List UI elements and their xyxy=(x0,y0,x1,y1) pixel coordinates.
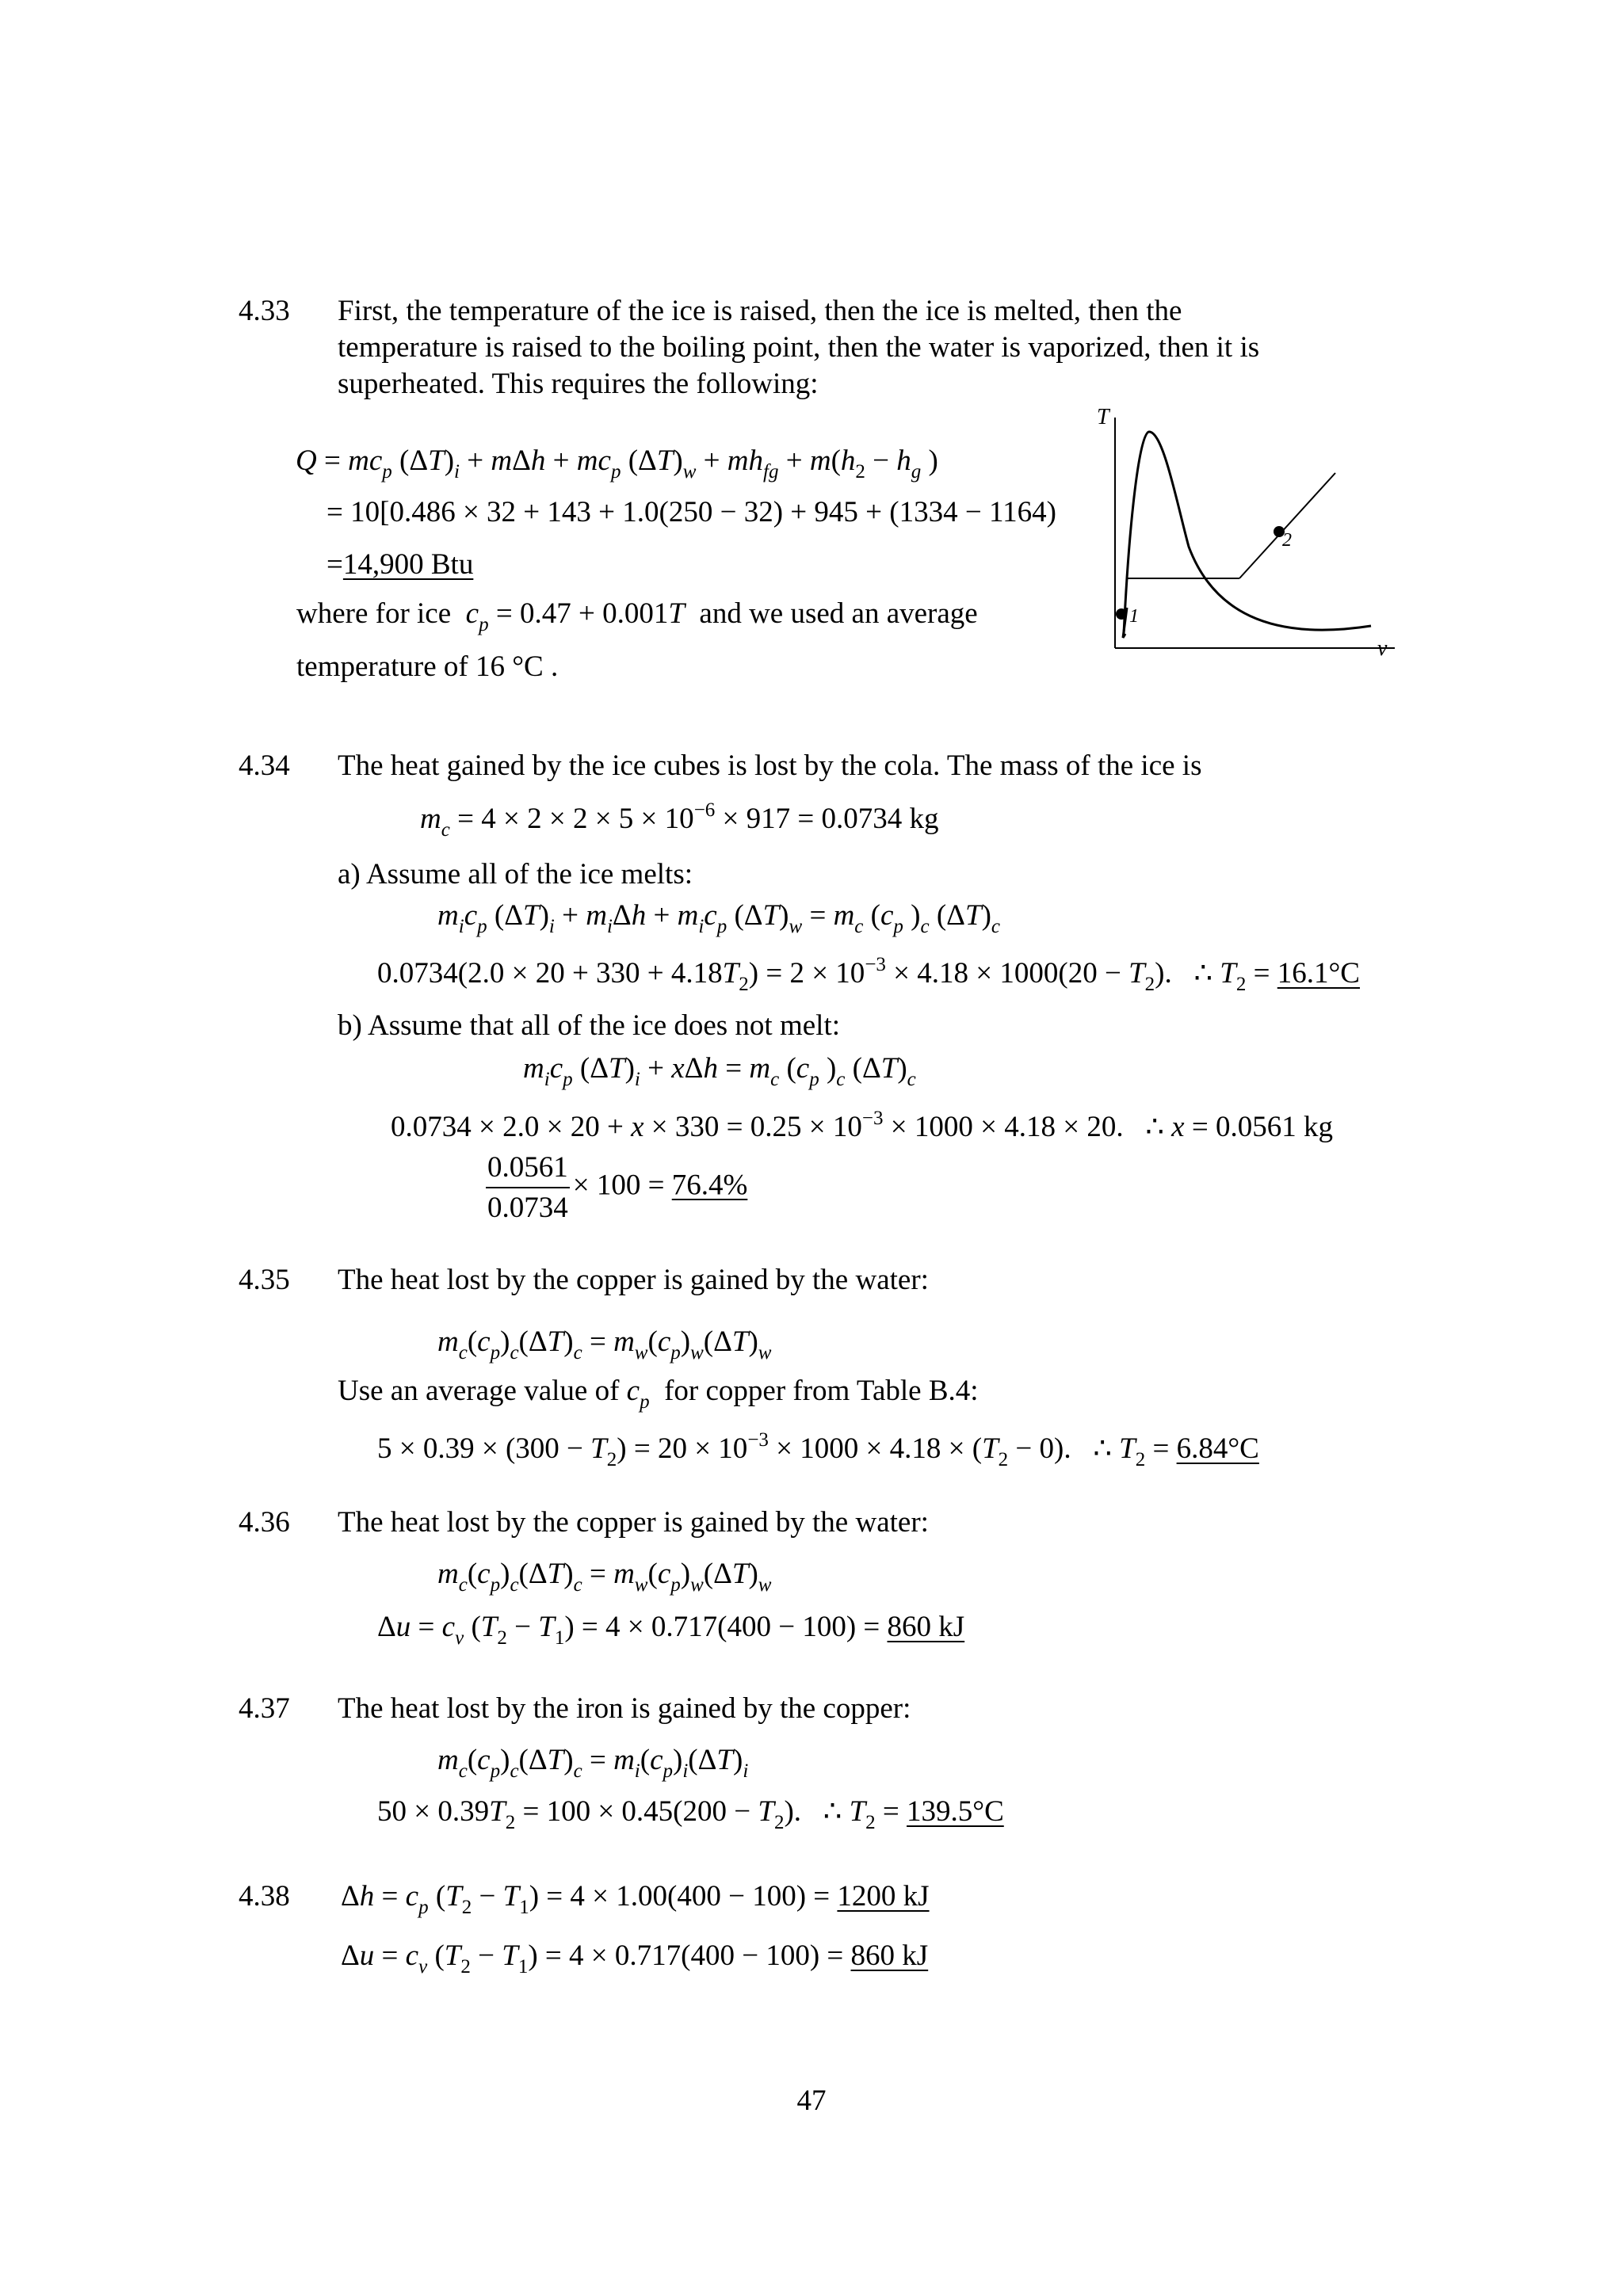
problem-4-36-text: The heat lost by the copper is gained by the water: xyxy=(338,1506,929,1539)
cp-ice-note: where for ice $c_p = 0.47 + 0.001T$ and we used an average xyxy=(296,597,978,635)
problem-number-4-33: 4.33 xyxy=(239,295,290,327)
part-a-energy-balance: $m_ic_p$ $(\Delta T)_i + m_i\Delta h + m_ic_p$ $(\Delta T)_w = m_c$ ($c_p$ )$_c$ $(\Delta T)_c$ xyxy=(437,899,1000,937)
percentage-result: 76.4% xyxy=(671,1169,748,1202)
result-heat-btu: 14,900 Btu xyxy=(342,548,474,581)
percentage-melted: $\frac{0.0561}{0.0734}$ × 100 = 76.4% xyxy=(487,1151,748,1224)
problem-4-35-energy-balance: $m_c(c_p)_c(\Delta T)_c = m_w(c_p)_w(\Delta T)_w$ xyxy=(437,1325,772,1363)
fraction xyxy=(486,1153,570,1222)
saturation-dome xyxy=(1124,432,1371,634)
problem-4-37-text: The heat lost by the iron is gained by the copper: xyxy=(338,1692,911,1725)
t-axis-label: T xyxy=(1097,405,1109,429)
equation-q-total: $Q = mc_p$ $(\Delta T)_i + m\Delta h + mc_p$ $(\Delta T)_w + mh_{fg} + m(h_2 - h_g$ ) xyxy=(296,444,938,482)
problem-4-33-text-line3: superheated. This requires the following: xyxy=(338,368,819,400)
problem-4-37-substitution: $50 \times 0.39T_2 = 100 \times 0.45(200 - T_2)$. ∴ $T_2 = 139.5^\circ C$ xyxy=(377,1795,1004,1833)
problem-number-4-34: 4.34 xyxy=(239,749,290,782)
part-a-substitution: $0.0734(2.0 \times 20 + 330 + 4.18T_2) = 2 \times 10^{-3} \times 4.18 \times 1000(20 - T_2)$. ∴ $T_2 = 16.1^\circ C$ xyxy=(377,954,1360,995)
problem-number-4-38: 4.38 xyxy=(239,1880,290,1913)
problem-number-4-35: 4.35 xyxy=(239,1264,290,1296)
problem-4-38-result-h: 1200 kJ xyxy=(837,1880,930,1913)
problem-4-37-energy-balance: $m_c(c_p)_c(\Delta T)_c = m_i(c_p)_i(\Delta T)_i$ xyxy=(437,1744,749,1782)
problem-4-33-text-line2: temperature is raised to the boiling point, then the water is vaporized, then it is xyxy=(338,331,1260,364)
part-b-substitution: $0.0734 \times 2.0 \times 20 + x \times 330 = 0.25 \times 10^{-3} \times 1000 \times 4.18 \times 20$. ∴ x = 0.0561 kg xyxy=(391,1108,1333,1143)
part-a-label: a) Assume all of the ice melts: xyxy=(338,858,693,891)
problem-4-36-energy-balance: $m_c(c_p)_c(\Delta T)_c = m_w(c_p)_w(\Delta T)_w$ xyxy=(437,1558,772,1596)
page-number: 47 xyxy=(796,2084,827,2117)
equation-q-substitution: = 10[0.486 × 32 + 143 + 1.0(250 − 32) + 945 + (1334 − 1164) xyxy=(327,496,1056,528)
problem-4-35-substitution: $5 \times 0.39 \times (300 - T_2) = 20 \times 10^{-3} \times 1000 \times 4.18 \times (T_2 - 0)$. ∴ $T_2 = 6.84^\circ C$ xyxy=(377,1429,1259,1470)
part-a-result: 16.1°C xyxy=(1277,957,1360,990)
problem-4-36-result: 860 kJ xyxy=(887,1611,965,1643)
problem-4-35-result: 6.84°C xyxy=(1176,1432,1259,1465)
average-temperature-note: temperature of 16 °C . xyxy=(296,650,559,683)
problem-4-38-delta-u: $\Delta u = c_v$ $(T_2 - T_1) = 4 \times 0.717(400 - 100) = 860$ kJ xyxy=(341,1939,929,1978)
problem-4-35-note: Use an average value of $c_p$ for copper from Table B.4: xyxy=(338,1375,979,1413)
problem-4-35-text: The heat lost by the copper is gained by the water: xyxy=(338,1264,929,1296)
fraction-numerator: 0.0561 xyxy=(486,1153,570,1188)
problem-4-33-text-line1: First, the temperature of the ice is raised, then the ice is melted, then the xyxy=(338,295,1182,327)
problem-4-38-delta-h: $\Delta h = c_p$ $(T_2 - T_1) = 4 \times 1.00(400 - 100) = 1200$ kJ xyxy=(341,1880,930,1918)
fraction-denominator: 0.0734 xyxy=(487,1192,568,1224)
part-b-label: b) Assume that all of the ice does not melt: xyxy=(338,1009,841,1042)
part-b-energy-balance: $m_ic_p$ $(\Delta T)_i + x\Delta h = m_c$ ($c_p$ )$_c$ $(\Delta T)_c$ xyxy=(523,1052,916,1090)
point-1-label: 1 xyxy=(1129,606,1139,627)
superheat-line xyxy=(1239,473,1335,578)
problem-4-37-result: 139.5°C xyxy=(907,1795,1004,1828)
t-v-diagram xyxy=(1094,400,1411,669)
equation-ice-mass: $m_c = 4 \times 2 \times 2 \times 5 \times 10^{-6} \times 917 = 0.0734$ kg xyxy=(420,799,939,841)
problem-number-4-36: 4.36 xyxy=(239,1506,290,1539)
state-point-1 xyxy=(1116,608,1127,620)
equation-q-result: =14,900 Btu xyxy=(327,548,474,581)
problem-4-36-delta-u: $\Delta u = c_v$ $(T_2 - T_1) = 4 \times 0.717(400 - 100) = 860$ kJ xyxy=(377,1611,965,1649)
problem-4-38-result-u: 860 kJ xyxy=(850,1939,929,1972)
point-2-label: 2 xyxy=(1282,530,1292,551)
problem-number-4-37: 4.37 xyxy=(239,1692,290,1725)
v-axis-label: v xyxy=(1377,636,1388,661)
problem-4-34-text: The heat gained by the ice cubes is lost by the cola. The mass of the ice is xyxy=(338,749,1202,782)
